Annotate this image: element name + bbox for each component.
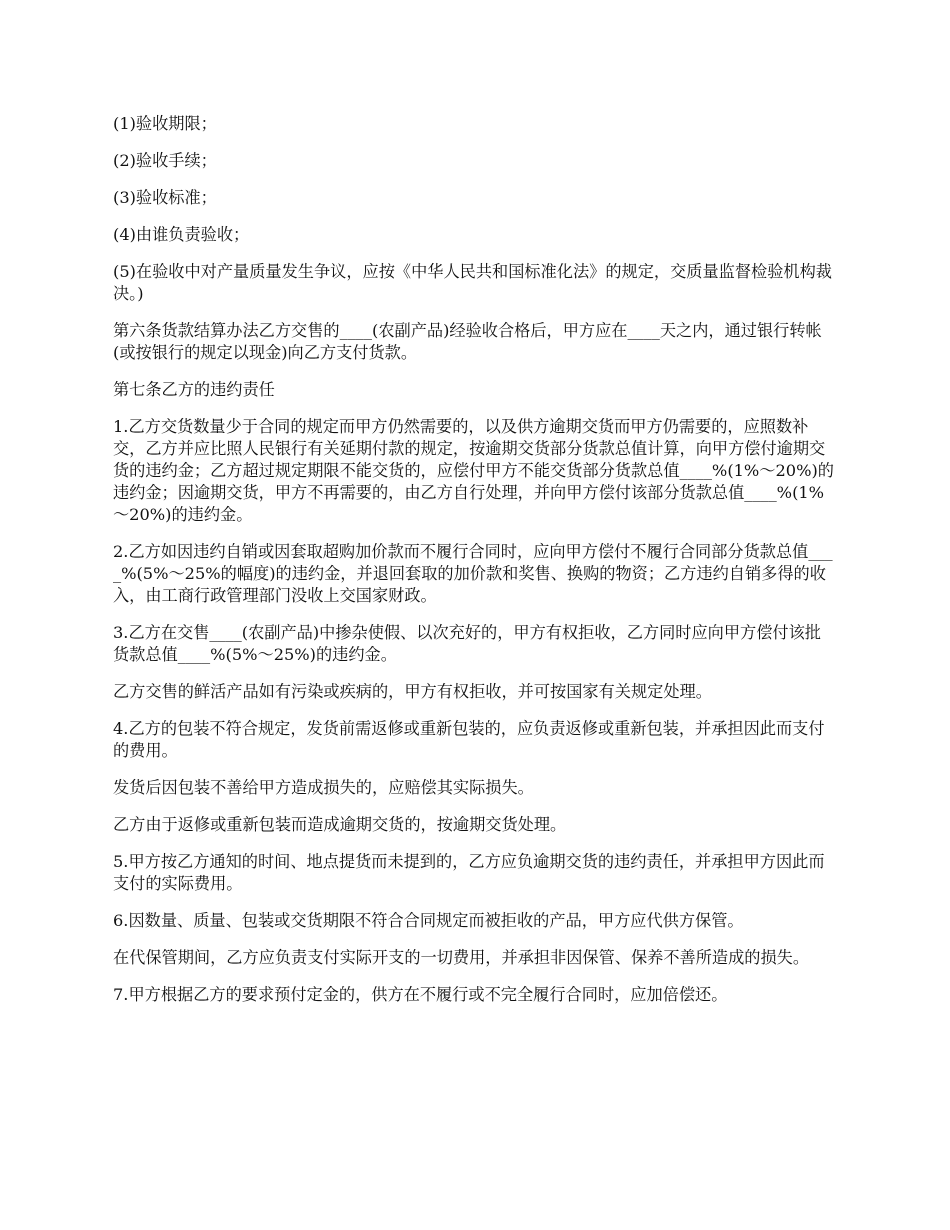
paragraph-article-7-heading: 第七条乙方的违约责任 bbox=[113, 380, 275, 399]
paragraph-clause-5: 5.甲方按乙方通知的时间、地点提货而未提到的，乙方应负逾期交货的违约责任，并承担甲方因此而支付的实际费用。 bbox=[113, 852, 825, 893]
paragraph-clause-1: 1.乙方交货数量少于合同的规定而甲方仍然需要的，以及供方逾期交货而甲方仍需要的，应照数补交，乙方并应比照人民银行有关延期付款的规定，按逾期交货部分货款总值计算，向甲方偿付逾期交货的违约金；乙方超过规定期限不能交货的，应偿付甲方不能交货部分货款总值____%(1%～20%)的违约金；因逾期交货，甲方不再需要的，由乙方自行处理，并向甲方偿付该部分货款总值____%(1%～20%)的违约金。 bbox=[113, 417, 834, 524]
paragraph-clause-2: 2.乙方如因违约自销或因套取超购加价款而不履行合同时，应向甲方偿付不履行合同部分货款总值____%(5%～25%的幅度)的违约金，并退回套取的加价款和奖售、换购的物资；乙方违约自销多得的收入，由工商行政管理部门没收上交国家财政。 bbox=[113, 542, 833, 605]
paragraph-acceptance-period: (1)验收期限； bbox=[113, 114, 217, 133]
paragraph-packaging-loss: 发货后因包装不善给甲方造成损失的，应赔偿其实际损失。 bbox=[113, 778, 534, 797]
paragraph-repackaging-delay: 乙方由于返修或重新包装而造成逾期交货的，按逾期交货处理。 bbox=[113, 815, 567, 834]
paragraph-quality-dispute: (5)在验收中对产量质量发生争议，应按《中华人民共和国标准化法》的规定，交质量监督检验机构裁决。) bbox=[113, 262, 832, 303]
paragraph-article-6-payment: 第六条货款结算办法乙方交售的____(农副产品)经验收合格后，甲方应在____天之内，通过银行转帐(或按银行的规定以现金)向乙方支付货款。 bbox=[113, 321, 822, 362]
paragraph-clause-4: 4.乙方的包装不符合规定，发货前需返修或重新包装的，应负责返修或重新包装，并承担因此而支付的费用。 bbox=[113, 719, 825, 760]
paragraph-fresh-products: 乙方交售的鲜活产品如有污染或疾病的，甲方有权拒收，并可按国家有关规定处理。 bbox=[113, 682, 712, 701]
paragraph-custody-costs: 在代保管期间，乙方应负责支付实际开支的一切费用，并承担非因保管、保养不善所造成的损失。 bbox=[113, 948, 810, 967]
paragraph-clause-6: 6.因数量、质量、包装或交货期限不符合合同规定而被拒收的产品，甲方应代供方保管。 bbox=[113, 911, 744, 930]
paragraph-acceptance-procedure: (2)验收手续； bbox=[113, 151, 217, 170]
paragraph-acceptance-responsible: (4)由谁负责验收； bbox=[113, 225, 250, 244]
paragraph-clause-7: 7.甲方根据乙方的要求预付定金的，供方在不履行或不完全履行合同时，应加倍偿还。 bbox=[113, 985, 728, 1004]
paragraph-acceptance-standard: (3)验收标准； bbox=[113, 188, 217, 207]
paragraph-clause-3: 3.乙方在交售____(农副产品)中掺杂使假、以次充好的，甲方有权拒收，乙方同时应向甲方偿付该批货款总值____%(5%～25%)的违约金。 bbox=[113, 623, 821, 664]
document-body bbox=[113, 113, 837, 1021]
